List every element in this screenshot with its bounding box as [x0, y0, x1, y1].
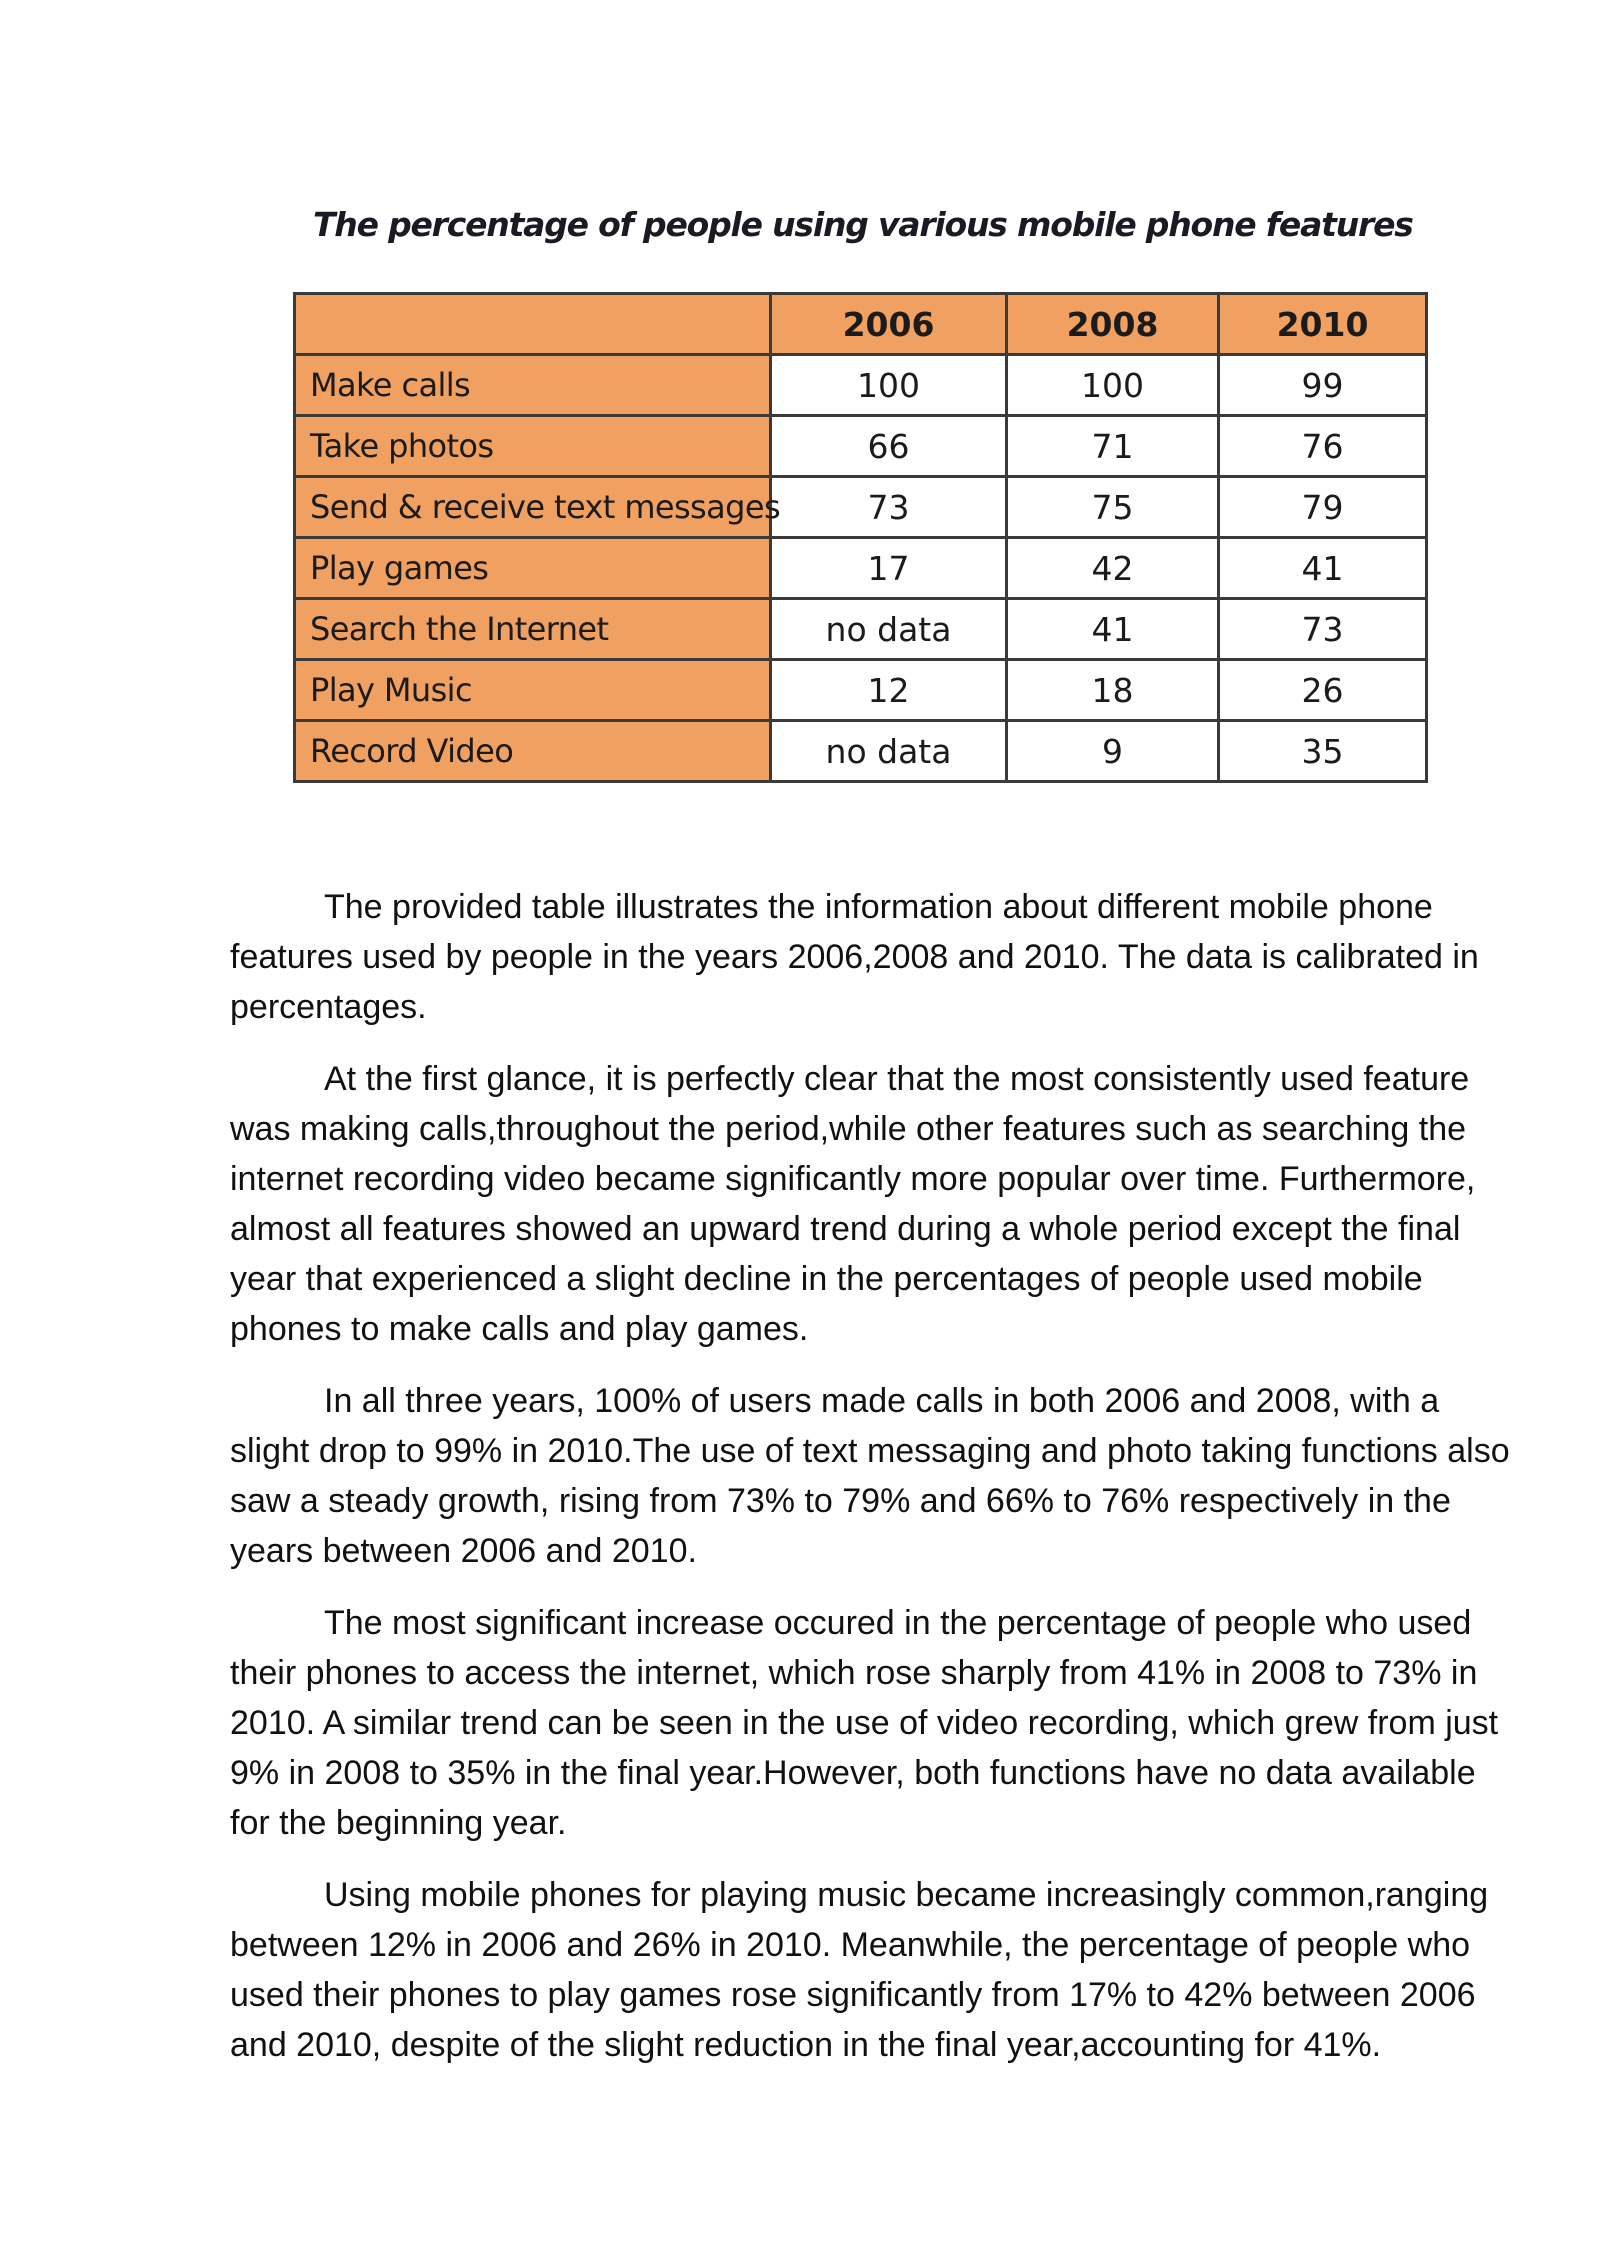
table-cell: 100 [771, 355, 1007, 416]
table-cell: 17 [771, 538, 1007, 599]
table-cell: 100 [1007, 355, 1219, 416]
paragraph-intro: The provided table illustrates the information about different mobile phone features used by people in the years 2006,2008 and 2010. The data is calibrated in percentages. [230, 888, 1479, 1026]
table-header-row [295, 294, 1427, 355]
table-cell: 73 [771, 477, 1007, 538]
column-header: 2006 [771, 294, 1007, 355]
table-cell: 76 [1219, 416, 1427, 477]
table-title: The percentage of people using various mobile phone features [313, 205, 1413, 244]
essay-body [230, 882, 1520, 2092]
table-cell: 79 [1219, 477, 1427, 538]
table-row [295, 416, 1427, 477]
table-row [295, 477, 1427, 538]
row-label: Make calls [295, 355, 771, 416]
row-label: Take photos [295, 416, 771, 477]
column-header: 2008 [1007, 294, 1219, 355]
row-label: Send & receive text messages [295, 477, 771, 538]
row-label: Play Music [295, 660, 771, 721]
table-cell: 41 [1007, 599, 1219, 660]
table-row [295, 721, 1427, 782]
table-cell: 73 [1219, 599, 1427, 660]
table-corner-cell [295, 294, 771, 355]
table-cell: no data [771, 599, 1007, 660]
row-label: Record Video [295, 721, 771, 782]
table-cell: 9 [1007, 721, 1219, 782]
table-row [295, 355, 1427, 416]
paragraph-music-games: Using mobile phones for playing music became increasingly common,ranging between 12% in 2006 and 26% in 2010. Meanwhile, the percentage of people who used their phones to play games rose significantly from 17% to 42% between 2006 and 2010, despite of the slight reduction in the final year,accounting for 41%. [230, 1876, 1489, 2064]
table-cell: 99 [1219, 355, 1427, 416]
mobile-features-table [293, 292, 1428, 783]
row-label: Play games [295, 538, 771, 599]
table-cell: 66 [771, 416, 1007, 477]
table-cell: 12 [771, 660, 1007, 721]
paragraph-overview: At the first glance, it is perfectly clear that the most consistently used feature was making calls,throughout the period,while other features such as searching the internet recording video became significantly more popular over time. Furthermore, almost all features showed an upward trend during a whole period except the final year that experienced a slight decline in the percentages of people used mobile phones to make calls and play games. [230, 1060, 1476, 1348]
paragraph-calls-text-photos: In all three years, 100% of users made calls in both 2006 and 2008, with a slight drop to 99% in 2010.The use of text messaging and photo taking functions also saw a steady growth, rising from 73% to 79% and 66% to 76% respectively in the years between 2006 and 2010. [230, 1382, 1510, 1570]
table-cell: 71 [1007, 416, 1219, 477]
table-cell: 35 [1219, 721, 1427, 782]
table-row [295, 538, 1427, 599]
table-cell: 18 [1007, 660, 1219, 721]
table-row [295, 599, 1427, 660]
table-cell: 26 [1219, 660, 1427, 721]
row-label: Search the Internet [295, 599, 771, 660]
table-cell: 42 [1007, 538, 1219, 599]
table-cell: no data [771, 721, 1007, 782]
column-header: 2010 [1219, 294, 1427, 355]
paragraph-internet-video: The most significant increase occured in the percentage of people who used their phones to access the internet, which rose sharply from 41% in 2008 to 73% in 2010. A similar trend can be seen in the use of video recording, which grew from just 9% in 2008 to 35% in the final year.However, both functions have no data available for the beginning year. [230, 1604, 1499, 1842]
table-cell: 41 [1219, 538, 1427, 599]
table-row [295, 660, 1427, 721]
table-cell: 75 [1007, 477, 1219, 538]
